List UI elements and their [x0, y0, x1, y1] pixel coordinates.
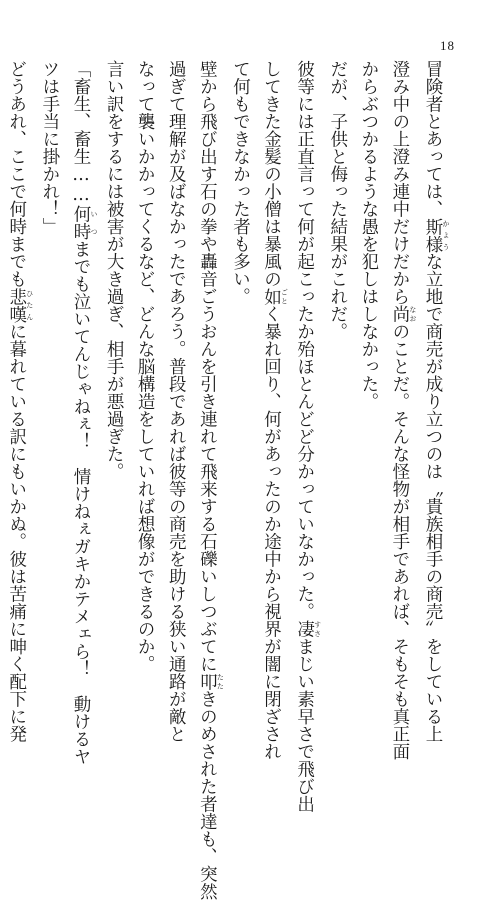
furigana-ruby: 何時 いつ [70, 205, 98, 240]
page-number: 18 [440, 38, 455, 53]
text-line: なって襲いかかってくるなど、どんな脳構造をしていれば想像ができるのか。 [135, 60, 156, 673]
text-line: どうあれ、ここで何時までも悲嘆 ひたんに暮れている訳にもいかぬ。彼は苦痛に呻く配下に発 [6, 60, 34, 743]
text-line [0, 60, 1, 660]
text-line: 過ぎて理解が及ばなかったであろう。普段であれば彼等の商売を助ける狭い通路が敵と [166, 60, 187, 743]
furigana-ruby: 叩 たた [197, 672, 225, 690]
text-line: からぶつかるような愚を犯しはしなかった。 [358, 60, 379, 410]
text-line: 澄み中の上澄み連中だけだから尚 なおのことだ。そんな怪物が相手であれば、そもそも真正面 [389, 60, 417, 760]
text-line: 言い訳をするには被害が大き過ぎ、相手が悪過ぎた。 [104, 60, 125, 480]
text-line: て何もできなかった者も多い。 [230, 60, 251, 305]
text-line: 壁から飛び出す石の拳や轟音ごうおんを引き連れて飛来する石礫いしつぶてに叩 たたきのめされた者達も、突然 [197, 60, 225, 900]
furigana-ruby: 凄 すさ [294, 620, 322, 638]
vertical-text-body [0, 60, 450, 900]
text-line: してきた金髪の小僧は暴風の如 ごとく暴れ回り、何があったのか途中から視界が闇に閉ざされ [261, 60, 289, 760]
text-line: 冒険者とあっては、斯様 かような立地で商売が成り立つのは〝貴族相手の商売〟をしている上 [423, 60, 450, 743]
furigana-ruby: 尚 なお [389, 305, 417, 323]
text-line: 「畜生、畜生……何時 いつまでも泣いてんじゃねぇ！ 情けねぇガキかテメェら！ 動けるヤ [70, 60, 98, 765]
furigana-ruby: 斯様 かよう [423, 217, 450, 253]
text-line: ツは手当に掛かれ！」 [39, 60, 60, 235]
text-line: 彼等には正直言って何が起こったか殆ほとんどど分かっていなかった。凄 すさまじい素早さで飛び出 [294, 60, 322, 813]
furigana-ruby: 悲嘆 ひたん [6, 287, 34, 323]
furigana-ruby: 如 ごと [261, 287, 289, 305]
text-line: だが、子供と侮った結果がこれだ。 [327, 60, 348, 340]
